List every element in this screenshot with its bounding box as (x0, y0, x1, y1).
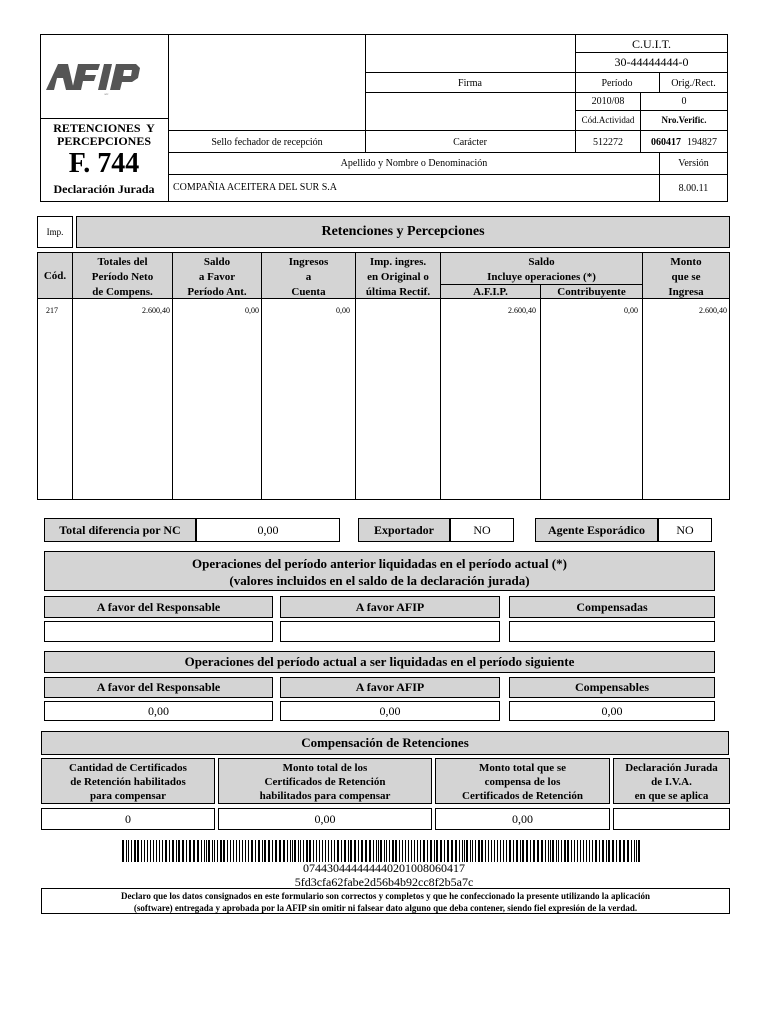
anterior-col3: Compensadas (509, 596, 715, 618)
compensacion-col1 (41, 758, 215, 804)
comp-col2-3: habilitados para compensar (259, 790, 391, 802)
orig-value: 0 (681, 95, 687, 107)
comp-col1-3: para compensar (89, 790, 167, 802)
barcode (122, 840, 646, 862)
cuit-label: C.U.I.T. (631, 36, 672, 51)
compensacion-val2: 0,00 (218, 808, 432, 830)
caracter-label: Carácter (453, 136, 487, 148)
cuit-value: 30-44444444-0 (614, 54, 689, 69)
col-monto-1: Monto (670, 256, 702, 268)
svg-text:AFIP: AFIP (104, 94, 109, 96)
comp-col4-3: en que se aplica (634, 790, 709, 802)
form-number: F. 744 (68, 148, 140, 179)
periodo-value: 2010/08 (591, 95, 625, 107)
form-title-line1: RETENCIONES Y (53, 120, 155, 135)
comp-col4-2: de I.V.A. (651, 776, 692, 788)
agente-value: NO (658, 518, 712, 542)
siguiente-val3: 0,00 (509, 701, 715, 721)
verific-value (641, 135, 727, 149)
col-saldo-favor-3: Período Ant. (187, 286, 247, 298)
row-monto: 2.600,40 (699, 306, 727, 315)
siguiente-title: Operaciones del período actual a ser liquidadas en el período siguiente (44, 651, 715, 673)
compensacion-col2 (218, 758, 432, 804)
row-afip: 2.600,40 (508, 306, 536, 315)
anterior-col1: A favor del Responsable (44, 596, 273, 618)
anterior-val3 (509, 621, 715, 642)
col-totales-3: de Compens. (92, 286, 153, 298)
siguiente-val2: 0,00 (280, 701, 500, 721)
siguiente-col3: Compensables (509, 677, 715, 698)
afip-logo (44, 56, 164, 96)
verific-value-rest: 194827 (687, 136, 717, 148)
row-ingresos: 0,00 (336, 306, 350, 315)
agente-label: Agente Esporádico (535, 518, 658, 542)
compensacion-title: Compensación de Retenciones (41, 731, 729, 755)
col-totales-1: Totales del (97, 256, 148, 268)
form-subtitle: Declaración Jurada (53, 181, 155, 196)
row-contribuyente: 0,00 (624, 306, 638, 315)
comp-col2-1: Monto total de los (282, 762, 368, 774)
col-imp-ingres (356, 255, 440, 300)
declaration-line2: (software) entregada y aprobada por la AFIP sin omitir ni falsear dato alguno que deba contener, siendo fiel expresión de la verdad. (133, 903, 638, 913)
verific-value-bold: 060417 (651, 136, 681, 148)
compensacion-col3 (435, 758, 610, 804)
col-imp-ingres-2: en Original o (367, 271, 429, 283)
col-saldo-favor-1: Saldo (203, 256, 231, 268)
declaration-box (41, 888, 730, 914)
actividad-label: Cód.Actividad (581, 115, 635, 125)
col-totales (73, 255, 172, 300)
comp-col1-1: Cantidad de Certificados (69, 762, 187, 774)
compensacion-val1: 0 (41, 808, 215, 830)
verific-label: Nro.Verific. (661, 115, 707, 125)
periodo-label: Período (601, 77, 633, 89)
row-cod: 217 (46, 306, 58, 315)
col-monto-2: que se (671, 271, 701, 283)
hash-value: 5fd3cfa62fabe2d56b4b92cc8f2b5a7c (294, 874, 474, 889)
row-totales: 2.600,40 (142, 306, 170, 315)
col-ingresos-2: a (305, 271, 312, 283)
exportador-value: NO (450, 518, 514, 542)
anterior-title (44, 551, 715, 591)
siguiente-col1: A favor del Responsable (44, 677, 273, 698)
col-cod: Cód. (43, 270, 67, 282)
col-monto-3: Ingresa (668, 286, 704, 298)
imp-label: Imp. (37, 216, 73, 248)
compensacion-val4 (613, 808, 730, 830)
barcode-number: 074430444444440201008060417 (303, 860, 465, 875)
compensacion-col4 (613, 758, 730, 804)
anterior-val1 (44, 621, 273, 642)
col-saldo-1: Saldo (528, 256, 555, 268)
siguiente-col2: A favor AFIP (280, 677, 500, 698)
col-saldo-2: Incluye operaciones (*) (487, 271, 596, 283)
col-saldo-favor (173, 255, 261, 300)
actividad-value: 512272 (593, 136, 623, 148)
anterior-title-line1: Operaciones del período anterior liquidadas en el período actual (*) (192, 556, 567, 571)
apellido-label: Apellido y Nombre o Denominación (340, 157, 488, 169)
form-title-line2: PERCEPCIONES (56, 133, 151, 148)
row-saldo-favor: 0,00 (245, 306, 259, 315)
col-monto (643, 255, 729, 300)
orig-label: Orig./Rect. (671, 77, 716, 89)
compensacion-val3: 0,00 (435, 808, 610, 830)
siguiente-val1: 0,00 (44, 701, 273, 721)
anterior-title-line2: (valores incluidos en el saldo de la declaración jurada) (229, 573, 530, 588)
comp-col2-2: Certificados de Retención (264, 776, 386, 788)
col-ingresos-3: Cuenta (291, 286, 326, 298)
col-totales-2: Período Neto (91, 271, 154, 283)
comp-col3-1: Monto total que se (478, 762, 567, 774)
comp-col1-2: de Retención habilitados (70, 776, 186, 788)
col-contribuyente: Contribuyente (557, 286, 626, 298)
col-saldo (441, 255, 642, 285)
anterior-col2: A favor AFIP (280, 596, 500, 618)
version-label: Versión (678, 157, 709, 169)
col-imp-ingres-3: última Rectif. (365, 286, 431, 298)
company-name: COMPAÑIA ACEITERA DEL SUR S.A (173, 182, 338, 193)
total-nc-label: Total diferencia por NC (44, 518, 196, 542)
exportador-label: Exportador (358, 518, 450, 542)
col-imp-ingres-1: Imp. ingres. (369, 256, 427, 268)
comp-col3-3: Certificados de Retención (462, 790, 583, 802)
retenciones-title: Retenciones y Percepciones (76, 216, 730, 248)
firma-label: Firma (458, 77, 482, 89)
total-nc-value: 0,00 (196, 518, 340, 542)
col-ingresos (262, 255, 355, 300)
sello-label: Sello fechador de recepción (211, 136, 323, 148)
version-value: 8.00.11 (678, 182, 709, 194)
table-row (37, 306, 730, 320)
col-afip: A.F.I.P. (473, 286, 508, 298)
declaration-line1: Declaro que los datos consignados en este formulario son correctos y completos y que he confeccionado la presente utilizando la aplicación (121, 891, 650, 901)
comp-col4-1: Declaración Jurada (625, 762, 718, 774)
anterior-val2 (280, 621, 500, 642)
col-saldo-favor-2: a Favor (198, 271, 236, 283)
col-ingresos-1: Ingresos (288, 256, 329, 268)
comp-col3-2: compensa de los (484, 776, 561, 788)
